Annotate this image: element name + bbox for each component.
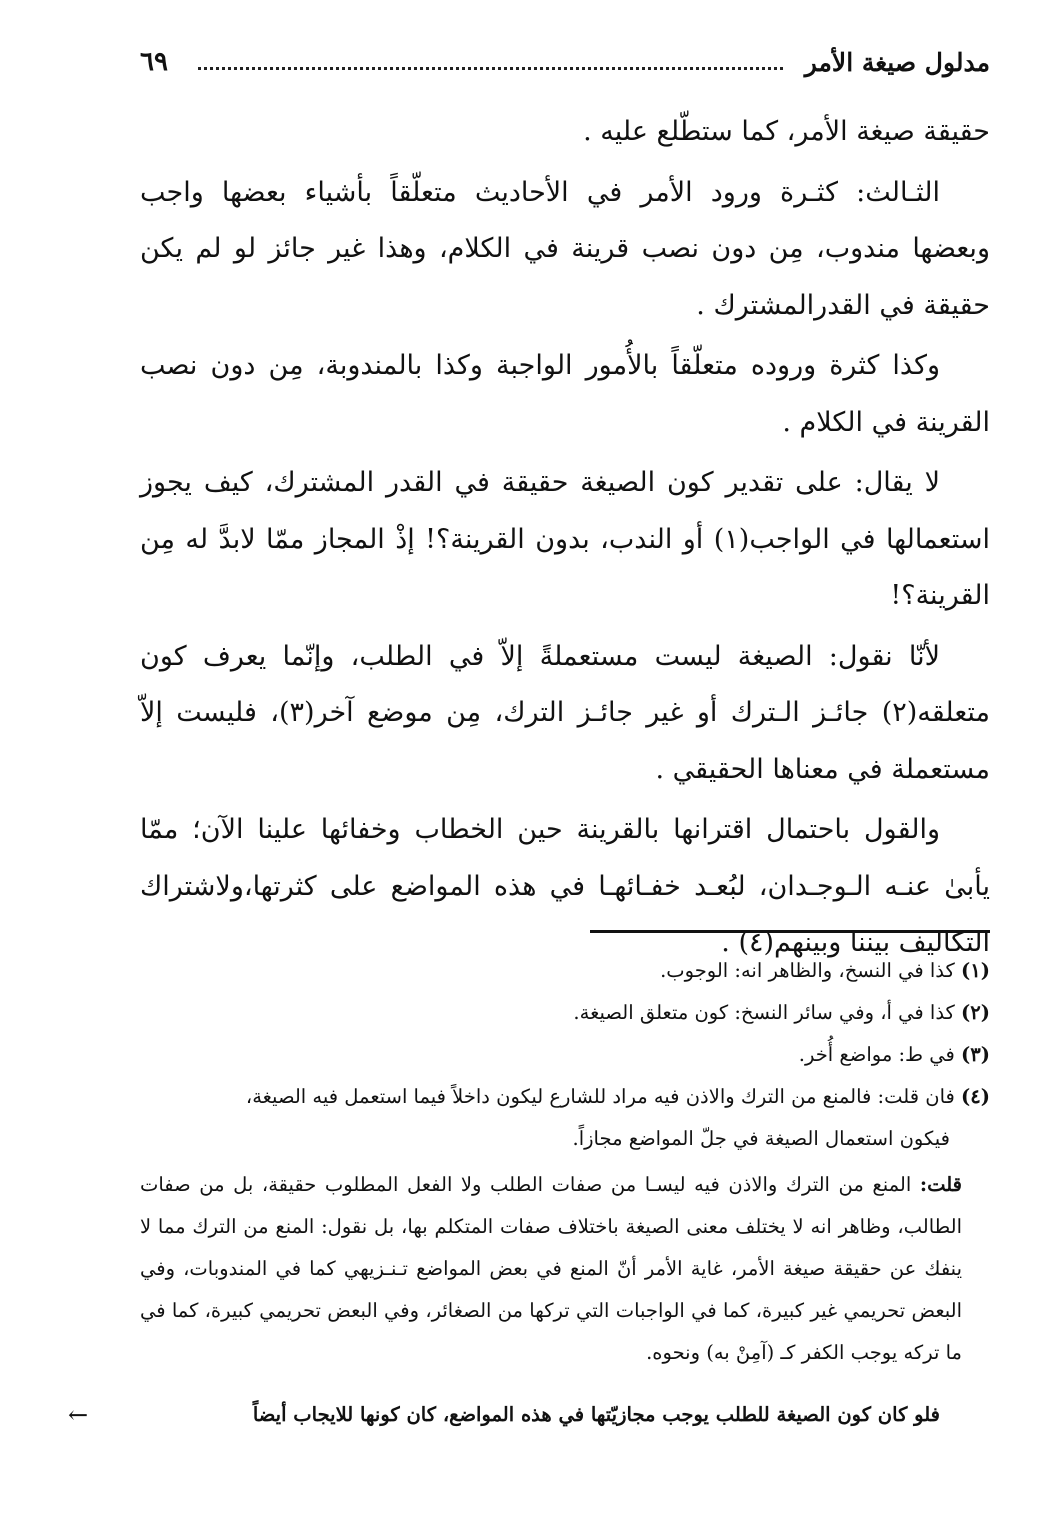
header-dot-leader [198,67,783,70]
running-header [140,40,990,84]
footnote-1-text: كذا في النسخ، والظاهر انه: الوجوب. [660,959,955,982]
footnote-4-last-line: فلو كان كون الصيغة للطلب يوجب مجازيّتها في هذه المواضع، كان كونها للايجاب أيضاً [252,1403,940,1426]
paragraph-5: لأنّا نقول: الصيغة ليست مستعملةً إلاّ في الطلب، وإنّما يعرف كون متعلقه(٢) جائـز الـترك أو غير جائـز الترك، مِن موضع آخر(٣)، فليست إلاّ مستعملة في معناها الحقيقي . [140,640,991,785]
paragraph-1: حقيقة صيغة الأمر، كما ستطّلع عليه . [583,116,990,147]
footnote-2 [140,992,990,1034]
footnote-4-reply [140,1164,990,1374]
footnote-2-text: كذا في أ، وفي سائر النسخ: كون متعلق الصيغة. [573,1001,955,1024]
footnote-3 [140,1034,990,1076]
footnote-4-reply-text: المنع من الترك والاذن فيه ليسـا من صفات الطلب ولا الفعل المطلوب حقيقة، بل من صفات الطالب، وظاهر انه لا يختلف معنى الصيغة باختلاف صفات المتكلم بها، بل نقول: المنع من الترك مما لا ينفك عن حقيقة صيغة الأمر، غاية الأمر أنّ المنع في بعض المواضع تـنـزيهي كما في المندوبات، وفي البعض تحريمي غير كبيرة، كما في الواجبات التي تركها من الصغائر، وفي البعض تحريمي كبيرة، كما في ما تركه يوجب الكفر كـ (آمِنْ به) ونحوه. [140,1173,962,1364]
chapter-title: مدلول صيغة الأمر [804,47,990,77]
main-text [140,104,990,976]
footnote-separator [590,930,990,933]
footnote-4-line-1: فان قلت: فالمنع من الترك والاذن فيه مراد للشارع ليكون داخلاً فيما استعمل فيه الصيغة، [245,1085,955,1108]
footnote-1-number: (١) [961,959,990,982]
footnote-2-number: (٢) [961,1001,990,1024]
footnote-4-reply-lead: قلت: [919,1173,962,1196]
paragraph-4: لا يقال: على تقدير كون الصيغة حقيقة في القدر المشترك، كيف يجوز استعمالها في الواجب(١) أو الندب، بدون القرينة؟! إذْ المجاز ممّا لابدَّ له مِن القرينة؟! [140,467,990,611]
paragraph-6: والقول باحتمال اقترانها بالقرينة حين الخطاب وخفائها علينا الآن؛ ممّا يأبىٰ عنـه الـوجـدان، لبُعـد خفـائهـا في هذه المواضع على كثرتها،ولاشتراك التكاليف بيننا وبينهم(٤) . [140,814,990,958]
continue-arrow-icon: ← [68,1401,89,1429]
footnotes [140,950,990,1374]
footnote-4-line-2: فيكون استعمال الصيغة في جلّ المواضع مجازاً. [572,1127,950,1150]
footnote-3-text: في ط: مواضع أُخر. [798,1043,955,1066]
footnote-3-number: (٣) [961,1043,990,1066]
footnote-4-continuation [60,1394,940,1436]
footnote-4 [140,1076,990,1118]
paragraph-3: وكذا كثرة وروده متعلّقاً بالأُمور الواجبة وكذا بالمندوبة، مِن دون نصب القرينة في الكلام . [140,350,990,438]
paragraph-2: الثـالث: كثـرة ورود الأمر في الأحاديث متعلّقاً بأشياء بعضها واجب وبعضها مندوب، مِن دون نصب قرينة في الكلام، وهذا غير جائز لو لم يكن حقيقة في القدرالمشترك . [140,176,990,321]
footnote-4-number: (٤) [961,1085,990,1108]
page-number: ٦٩ [140,47,168,77]
footnote-1 [140,950,990,992]
